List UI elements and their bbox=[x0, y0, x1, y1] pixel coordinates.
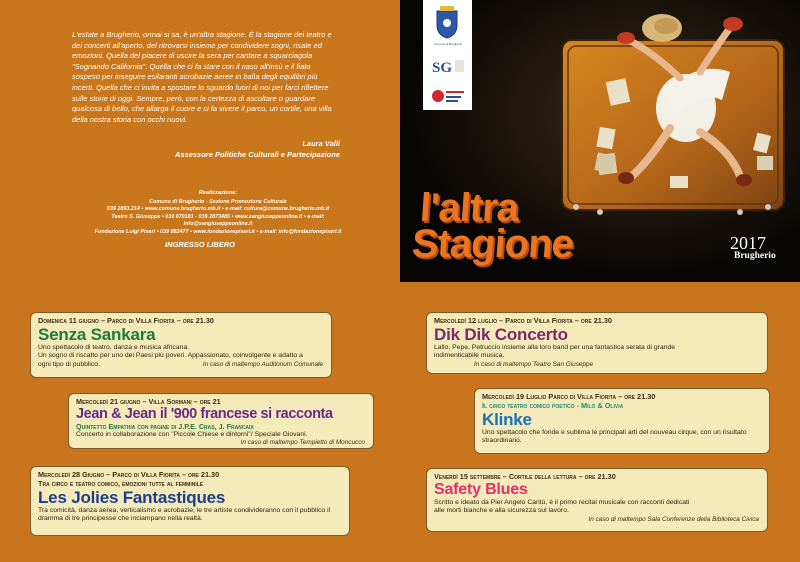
sponsor-logos bbox=[423, 0, 472, 110]
event-card bbox=[426, 312, 768, 374]
event-note: In caso di maltempo Tempietto di Moncucco bbox=[240, 439, 365, 447]
event-desc-line: Scritto e ideato da Pier Angelo Cantù, è il primo recital musicale con racconti dedicati bbox=[434, 499, 690, 506]
event-subtitle: Tra circo e teatro comico, emozioni tutte al femminile bbox=[38, 479, 204, 488]
event-card bbox=[474, 388, 770, 454]
event-desc-line: Tra comicità, danza aerea, verticalismo e acrobazie, le tre artiste condivideranno con il pubblico il bbox=[38, 507, 331, 514]
year-label: 2017 bbox=[730, 233, 766, 253]
event-desc-line: Concerto in collaborazione con "Piccole Chiese e dintorni"/ Speciale Giovani. bbox=[76, 430, 308, 438]
signature-name: Laura Valli bbox=[302, 139, 340, 148]
event-card bbox=[426, 468, 768, 532]
event-desc-line: Uno spettacolo di teatro, danza e musica africana. bbox=[38, 344, 190, 351]
event-date: Domenica 11 giugno – Parco di Villa Fiorita – ore 21.30 bbox=[38, 316, 214, 325]
event-desc-line: dramma di tre principesse che inciampano nella realtà. bbox=[38, 515, 203, 523]
event-title: Les Jolies Fantastiques bbox=[38, 488, 226, 507]
intro-paragraph bbox=[72, 30, 340, 125]
intro-line: della nostra storia con occhi nuovi. bbox=[72, 114, 188, 124]
credits-block bbox=[78, 190, 358, 237]
event-note: In caso di maltempo Auditorium Comunale bbox=[202, 360, 323, 368]
intro-line: qualcosa di bello, che allarga il cuore e ci fa vivere il parco, un cortile, una villa bbox=[72, 104, 332, 114]
event-desc-line: Uno spettacolo che fonde e sublima le principali arti del nouveau cirque, con un risultato bbox=[482, 429, 747, 436]
intro-panel bbox=[0, 0, 400, 282]
event-card bbox=[30, 466, 350, 536]
credits-line: Teatro S. Giuseppe • 039 870181 - 039 2873485 • www.sangiuseppeonline.it • e-mail: info@sangiuseppeonline.it bbox=[111, 213, 325, 228]
event-title: Klinke bbox=[482, 410, 532, 429]
free-entry-label: INGRESSO LIBERO bbox=[164, 240, 235, 249]
intro-line: incerti. Quella che ci invita a spostare lo sguardo fuori di noi per farci riflettere bbox=[72, 82, 329, 92]
event-date: Venerdì 15 settembre – Cortile della lettura – ore 21.30 bbox=[434, 472, 616, 481]
event-date: Mercoledì 21 giugno – Villa Sormani – ore 21 bbox=[76, 397, 221, 406]
intro-line: emozioni. Quella del piacere di uscire la sera per cantare a squarciagola bbox=[72, 51, 313, 61]
intro-line: sulle storie di oggi. Sempre, però, con la certezza di ascoltare o guardare bbox=[72, 93, 316, 103]
event-desc-line: ogni tipo di pubblico. bbox=[38, 360, 100, 368]
event-desc-line: Un sogno di riscatto per uno dei Paesi più poveri. Appassionato, coinvolgente e adatto a bbox=[38, 352, 303, 360]
credits-line: Fondazione Luigi Piseri • 039 882477 • www.fondazionepiseri.it • e-mail: info@fondazionepiseri.it bbox=[94, 228, 342, 235]
event-desc-line: straordinario. bbox=[482, 437, 522, 445]
svg-text:SG: SG bbox=[432, 60, 453, 76]
event-card bbox=[30, 312, 332, 378]
event-note: In caso di maltempo Sala Conferenze della Biblioteca Civica bbox=[588, 515, 759, 523]
event-desc-line: indimenticabile musica. bbox=[434, 352, 505, 360]
event-title: Safety Blues bbox=[434, 481, 528, 498]
event-desc-line: Lallo, Pepe, Petruccio insieme alla loro band per una fantastica serata di grande bbox=[434, 344, 676, 351]
event-card bbox=[68, 393, 374, 449]
credits-heading: Realizzazione: bbox=[198, 190, 238, 196]
intro-line: dei concerti all'aperto, del ritrovarsi insieme per condividere sogni, risate ed bbox=[72, 40, 322, 50]
event-title: Senza Sankara bbox=[38, 325, 156, 344]
event-desc-line: Quintetto Empathia con pagine di J.P.E. Cras, J. Francaix bbox=[76, 421, 254, 431]
intro-line: L'estate a Brugherio, ormai si sa, è un'altra stagione. È la stagione dei teatro e bbox=[72, 30, 332, 39]
event-date: Mercoledì 19 Luglio Parco di Villa Fiorita – ore 21.30 bbox=[482, 392, 656, 401]
piseri-logo-icon bbox=[431, 86, 465, 106]
comune-label: Comune di Brugherio bbox=[433, 42, 463, 46]
event-desc-line: alle morti bianche e alla sicurezza sul lavoro. bbox=[434, 507, 569, 515]
title-line-1: l'altra bbox=[418, 186, 520, 230]
signature-role: Assessore Politiche Culturali e Partecipazione bbox=[174, 150, 340, 159]
event-subtitle: Il circo teatro comico poetico - Milo & Olivia bbox=[482, 401, 624, 410]
event-title: Dik Dik Concerto bbox=[434, 325, 568, 344]
comune-crest-icon bbox=[433, 5, 461, 39]
cover-title bbox=[412, 188, 573, 264]
event-date: Mercoledì 12 luglio – Parco di Villa Fiorita – ore 21.30 bbox=[434, 316, 612, 325]
credits-line: Comune di Brugherio - Sezione Promozione Culturale bbox=[149, 198, 287, 205]
event-title: Jean & Jean il '900 francese si racconta bbox=[76, 406, 333, 422]
credits-line: 039 2893.214 • www.comune.brugherio.mb.it • e-mail: cultura@comune.brugherio.mb.it bbox=[106, 206, 330, 213]
title-line-2: Stagione bbox=[410, 222, 575, 266]
sg-logo-icon bbox=[431, 56, 465, 78]
city-label: Brugherio bbox=[734, 251, 776, 261]
intro-line: "Sognando California". Quella che ci fa stare con il naso all'insù e il fiato bbox=[72, 61, 311, 71]
event-note: In caso di maltempo Teatro San Giuseppe bbox=[474, 360, 594, 368]
intro-line: sospeso per inseguire esilaranti acrobazie aeree in balìa degli equilibri più bbox=[72, 72, 318, 82]
event-date: Mercoledì 28 Giugno – Parco di Villa Fiorita – ore 21.30 bbox=[38, 470, 220, 479]
